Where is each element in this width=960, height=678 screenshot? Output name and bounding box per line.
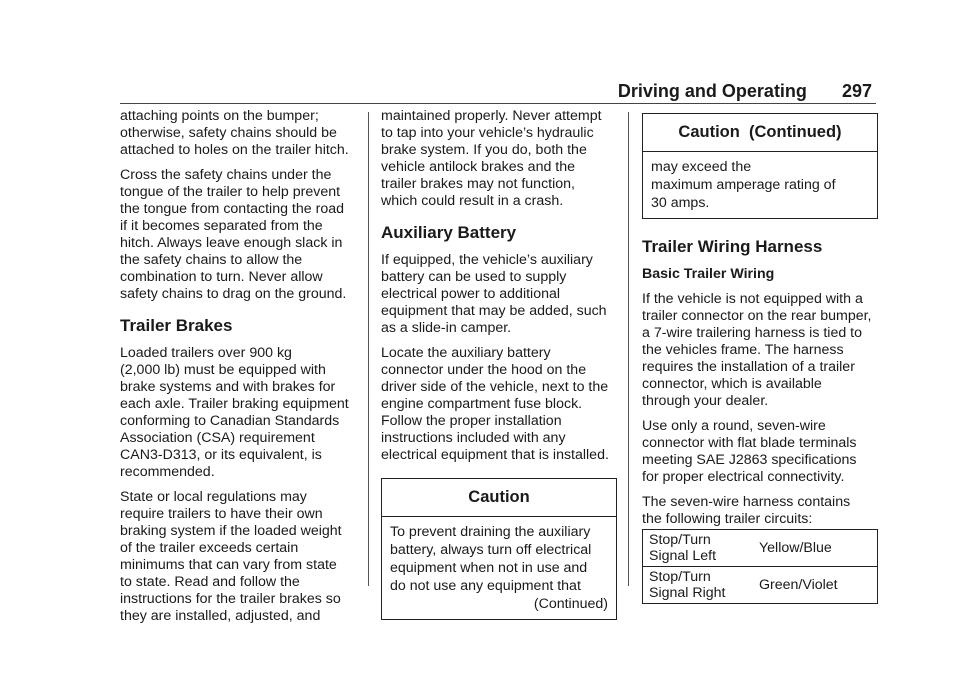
text-line: the following trailer circuits: xyxy=(642,511,813,527)
text-line: braking system if the loaded weight xyxy=(120,523,342,539)
heading-trailer-wiring-harness: Trailer Wiring Harness xyxy=(642,237,823,256)
text-line: connector with flat blade terminals xyxy=(642,435,857,451)
text-line: as a slide-in camper. xyxy=(381,320,512,336)
text-line: require trailers to have their own xyxy=(120,506,323,522)
text-line: Association (CSA) requirement xyxy=(120,430,315,446)
text-line: conforming to Canadian Standards xyxy=(120,413,340,429)
text-line: Loaded trailers over 900 kg xyxy=(120,345,292,361)
text-line: each axle. Trailer braking equipment xyxy=(120,396,349,412)
table-row xyxy=(643,566,877,603)
text-line: attached to holes on the trailer hitch. xyxy=(120,142,349,158)
page-number: 297 xyxy=(841,81,872,101)
paragraph xyxy=(642,418,878,486)
text-line: the tongue from contacting the road xyxy=(120,201,344,217)
column-1 xyxy=(120,108,360,633)
paragraph xyxy=(120,489,360,625)
text-line: brake systems and with brakes for xyxy=(120,379,336,395)
text-line: instructions for the trailer brakes so xyxy=(120,591,341,607)
paragraph xyxy=(381,345,617,464)
text-line: combination to turn. Never allow xyxy=(120,269,323,285)
text-line: hitch. Always leave enough slack in xyxy=(120,235,343,251)
column-3 xyxy=(642,108,878,604)
text-line: safety chains to drag on the ground. xyxy=(120,286,347,302)
text-line: battery, always turn off electrical xyxy=(390,542,592,558)
text-line: Cross the safety chains under the xyxy=(120,167,332,183)
text-line: recommended. xyxy=(120,464,215,480)
header-rule xyxy=(120,103,876,104)
text-line: to tap into your vehicle’s hydraulic xyxy=(381,125,594,141)
column-divider xyxy=(368,112,369,586)
text-line: tongue of the trailer to help prevent xyxy=(120,184,341,200)
text-line: meeting SAE J2863 specifications xyxy=(642,452,857,468)
text-line: do not use any equipment that xyxy=(390,578,581,594)
wire-color-cell: Green/Violet xyxy=(759,576,838,593)
text-line: instructions included with any xyxy=(381,430,566,446)
text-line: connector under the hood on the xyxy=(381,362,587,378)
trailer-circuits-table xyxy=(642,529,878,604)
circuit-cell xyxy=(649,569,759,601)
caution-continued-box xyxy=(642,113,878,219)
caution-body xyxy=(643,152,877,218)
text-line: maximum amperage rating of xyxy=(651,177,836,193)
text-line: electrical equipment that is installed. xyxy=(381,447,609,463)
heading-auxiliary-battery: Auxiliary Battery xyxy=(381,223,517,242)
text-line: To prevent draining the auxiliary xyxy=(390,524,591,540)
circuit-cell xyxy=(649,532,759,564)
text-line: for proper electrical connectivity. xyxy=(642,469,845,485)
wire-color-cell: Yellow/Blue xyxy=(759,539,832,556)
text-line: may exceed the xyxy=(651,159,752,175)
text-line: If the vehicle is not equipped with a xyxy=(642,291,863,307)
caution-title: Caution xyxy=(382,479,616,517)
text-line: equipment when not in use and xyxy=(390,560,588,576)
page-header xyxy=(618,81,872,102)
paragraph xyxy=(120,345,360,481)
text-line: trailer brakes may not function, xyxy=(381,176,575,192)
text-line: minimums that can vary from state xyxy=(120,557,337,573)
text-line: the safety chains to allow the xyxy=(120,252,303,268)
text-line: vehicle antilock brakes and the xyxy=(381,159,576,175)
column-2 xyxy=(381,108,617,620)
text-line: requires the installation of a trailer xyxy=(642,359,855,375)
text-line: Signal Left xyxy=(649,548,717,564)
text-line: Use only a round, seven-wire xyxy=(642,418,826,434)
text-line: maintained properly. Never attempt xyxy=(381,108,602,124)
heading-trailer-brakes: Trailer Brakes xyxy=(120,316,233,335)
paragraph xyxy=(381,108,617,210)
text-line: equipment that may be added, such xyxy=(381,303,607,319)
text-line: to state. Read and follow the xyxy=(120,574,300,590)
paragraph xyxy=(381,252,617,337)
text-line: The seven-wire harness contains xyxy=(642,494,851,510)
continued-label: (Continued) xyxy=(533,596,608,612)
text-line: they are installed, adjusted, and xyxy=(120,608,321,624)
text-line: Stop/Turn xyxy=(649,569,711,585)
text-line: engine compartment fuse block. xyxy=(381,396,583,412)
subheading-basic-trailer-wiring: Basic Trailer Wiring xyxy=(642,266,775,282)
text-line: a 7-wire trailering harness is tied to xyxy=(642,325,863,341)
paragraph xyxy=(642,291,878,410)
text-line: Signal Right xyxy=(649,585,726,601)
table-row xyxy=(643,530,877,566)
text-line: Follow the proper installation xyxy=(381,413,562,429)
text-line: State or local regulations may xyxy=(120,489,307,505)
text-line: attaching points on the bumper; xyxy=(120,108,319,124)
paragraph xyxy=(120,108,360,159)
text-line: Locate the auxiliary battery xyxy=(381,345,551,361)
section-title: Driving and Operating xyxy=(617,81,807,101)
text-line: electrical power to additional xyxy=(381,286,561,302)
text-line: CAN3-D313, or its equivalent, is xyxy=(120,447,322,463)
text-line: brake system. If you do, both the xyxy=(381,142,587,158)
caution-title: Caution (Continued) xyxy=(643,114,877,152)
caution-body xyxy=(382,517,616,619)
text-line: which could result in a crash. xyxy=(381,193,564,209)
text-line: through your dealer. xyxy=(642,393,769,409)
text-line: of the trailer exceeds certain xyxy=(120,540,299,556)
text-line: if it becomes separated from the xyxy=(120,218,323,234)
text-line: otherwise, safety chains should be xyxy=(120,125,337,141)
column-divider xyxy=(628,112,629,586)
text-line: (2,000 lb) must be equipped with xyxy=(120,362,326,378)
text-line: 30 amps. xyxy=(651,195,710,211)
text-line: Stop/Turn xyxy=(649,532,711,548)
paragraph xyxy=(120,167,360,303)
text-line: trailer connector on the rear bumper, xyxy=(642,308,872,324)
text-line: the vehicles frame. The harness xyxy=(642,342,844,358)
text-line: If equipped, the vehicle’s auxiliary xyxy=(381,252,593,268)
paragraph xyxy=(642,494,878,528)
text-line: battery can be used to supply xyxy=(381,269,567,285)
text-line: driver side of the vehicle, next to the xyxy=(381,379,609,395)
caution-box xyxy=(381,478,617,620)
text-line: connector, which is available xyxy=(642,376,822,392)
